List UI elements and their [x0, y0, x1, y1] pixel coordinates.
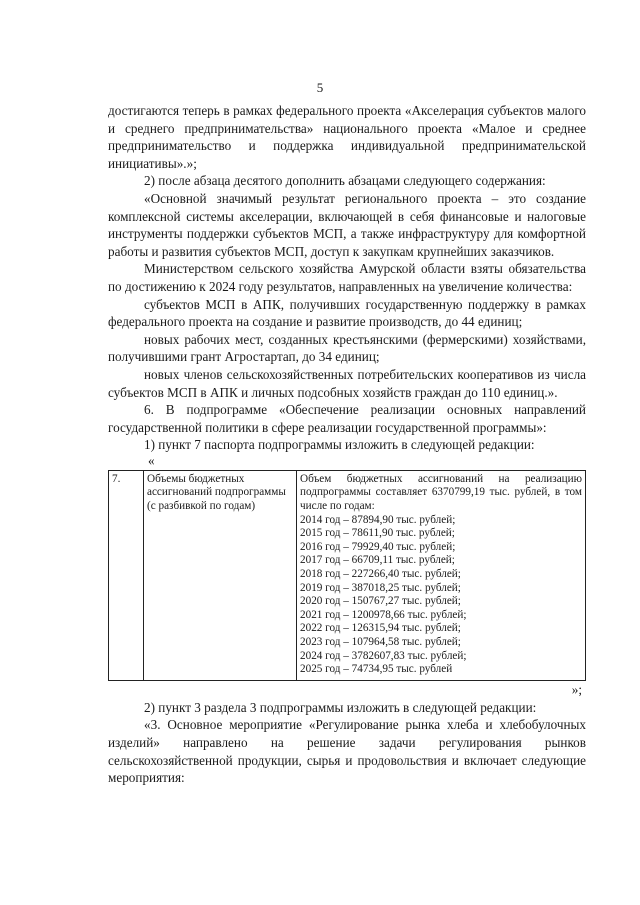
quote-close-mark: »;: [571, 681, 582, 697]
year-line: 2015 год – 78611,90 тыс. рублей;: [300, 527, 455, 540]
paragraph: новых рабочих мест, созданных крестьянскими (фермерскими) хозяйствами, получившими грант Агростартап, до 34 единиц;: [108, 331, 586, 365]
passport-table: [108, 470, 586, 681]
year-line: 2017 год – 66709,11 тыс. рублей;: [300, 554, 455, 567]
year-line: 2016 год – 79929,40 тыс. рублей;: [300, 540, 456, 553]
year-line: 2023 год – 107964,58 тыс. рублей;: [300, 636, 461, 648]
year-line: 2021 год – 1200978,66 тыс. рублей;: [300, 608, 467, 621]
paragraph: 6. В подпрограмме «Обеспечение реализации основных направлений государственной политики в сфере реализации государственной программы»:: [108, 402, 586, 435]
document-body: [108, 102, 586, 787]
paragraph: субъектов МСП в АПК, получивших государственную поддержку в рамках федерального проекта на создание и развитие производств, до 44 единиц;: [108, 296, 586, 330]
year-line: 2024 год – 3782607,83 тыс. рублей;: [300, 649, 467, 662]
quote-open-mark: «: [148, 452, 155, 468]
table-row: [109, 470, 586, 680]
paragraph: 1) пункт 7 паспорта подпрограммы изложить в следующей редакции:: [144, 437, 535, 453]
year-line: 2018 год – 227266,40 тыс. рублей;: [300, 568, 461, 581]
paragraph: новых членов сельскохозяйственных потребительских кооперативов из числа субъектов МСП в АПК и личных подсобных хозяйств граждан до 110 единиц.».: [108, 366, 586, 400]
page-number: 5: [316, 80, 324, 95]
year-line: 2014 год – 87894,90 тыс. рублей;: [300, 513, 456, 526]
row-number: 7.: [109, 470, 144, 680]
year-line: 2022 год – 126315,94 тыс. рублей;: [300, 622, 461, 635]
budget-lead: Объем бюджетных ассигнований на реализацию подпрограммы составляет 6370799,19 тыс. рублей, в том числе по годам:: [300, 472, 582, 513]
year-line: 2019 год – 387018,25 тыс. рублей;: [300, 581, 461, 594]
paragraph: «Основной значимый результат регионального проекта – это создание комплексной системы акселерации, включающей в себя финансовые и налоговые инструменты поддержки субъектов МСП, а также инфраструктуру для комфортной работы и развития субъектов МСП, доступ к закупкам крупнейших заказчиков.: [108, 190, 586, 259]
year-line: 2020 год – 150767,27 тыс. рублей;: [300, 595, 461, 608]
paragraph: достигаются теперь в рамках федерального проекта «Акселерация субъектов малого и среднего предпринимательства» национального проекта «Малое и среднее предпринимательство и поддержка индивидуальной предпринимательской инициативы».»;: [108, 103, 586, 171]
paragraph: «3. Основное мероприятие «Регулирование рынка хлеба и хлебобулочных изделий» направлено на решение задачи регулирования рынков сельскохозяйственной продукции, сырья и продовольствия и включает следующие мероприятия:: [108, 717, 586, 786]
paragraph: 2) пункт 3 раздела 3 подпрограммы изложить в следующей редакции:: [144, 699, 537, 715]
paragraph: 2) после абзаца десятого дополнить абзацами следующего содержания:: [144, 173, 546, 189]
row-label: Объемы бюджетных ассигнований подпрограммы (с разбивкой по годам): [144, 470, 297, 680]
year-line: 2025 год – 74734,95 тыс. рублей: [300, 663, 453, 676]
row-value: [297, 470, 586, 680]
paragraph: Министерством сельского хозяйства Амурской области взяты обязательства по достижению к 2024 году результатов, направленных на увеличение количества:: [108, 261, 586, 294]
